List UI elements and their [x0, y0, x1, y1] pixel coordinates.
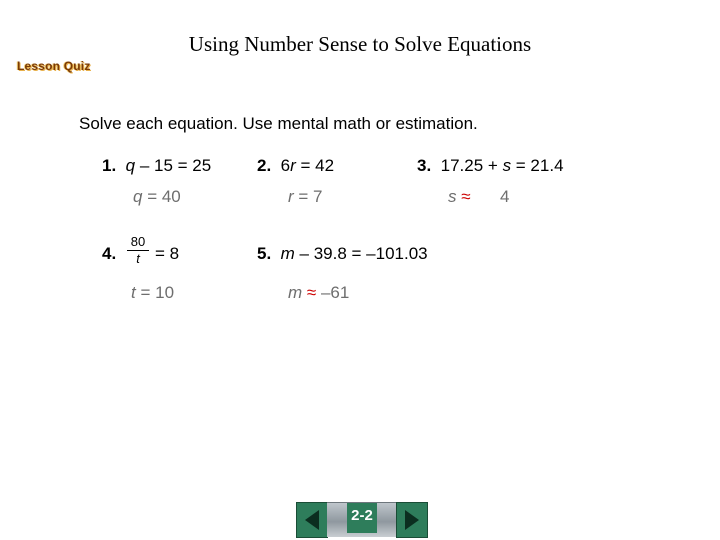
answer-3	[448, 187, 471, 207]
answer-3-value: 4	[500, 187, 510, 206]
equation-text: – 39.8 = –101.03	[294, 244, 428, 263]
variable: t	[131, 283, 136, 302]
problem-3	[417, 156, 564, 176]
problem-4-number	[102, 244, 116, 264]
previous-button[interactable]	[296, 502, 328, 538]
problem-number: 3.	[417, 156, 432, 175]
page-title: Using Number Sense to Solve Equations	[188, 32, 532, 56]
triangle-right-icon	[403, 508, 421, 532]
fraction	[127, 234, 149, 266]
variable: m	[280, 244, 295, 263]
coefficient: 6	[280, 156, 291, 175]
answer-text: = 40	[142, 187, 181, 206]
variable: s	[448, 187, 457, 206]
triangle-left-icon	[303, 508, 321, 532]
variable: r	[290, 156, 296, 175]
answer-1	[133, 187, 181, 207]
answer-text: = 7	[293, 187, 323, 206]
equation-text: = 21.4	[511, 156, 564, 175]
approx-symbol: ≈	[302, 283, 317, 302]
problem-5	[257, 244, 428, 264]
variable: r	[288, 187, 294, 206]
problem-2	[257, 156, 334, 176]
next-button[interactable]	[396, 502, 428, 538]
variable: q	[125, 156, 136, 175]
problem-number: 1.	[102, 156, 117, 175]
equation-text: = 8	[155, 244, 180, 263]
variable: m	[288, 283, 303, 302]
lesson-label-plate	[327, 502, 397, 537]
answer-5	[288, 283, 349, 303]
instructions: Solve each equation. Use mental math or estimation.	[79, 114, 478, 133]
equation-text: – 15 = 25	[135, 156, 212, 175]
answer-text: –61	[316, 283, 350, 302]
lesson-label: 2-2	[347, 503, 377, 533]
answer-text: = 10	[135, 283, 175, 302]
fraction-denominator: t	[136, 251, 140, 266]
slide-navigation	[296, 502, 428, 538]
approx-symbol: ≈	[456, 187, 471, 206]
answer-2	[288, 187, 323, 207]
problem-number: 4.	[102, 244, 117, 263]
variable: s	[502, 156, 512, 175]
problem-number: 5.	[257, 244, 272, 263]
lesson-quiz-badge: Lesson Quiz	[17, 59, 91, 73]
problem-1	[102, 156, 211, 176]
equation-lead: 17.25 +	[440, 156, 503, 175]
fraction-numerator: 80	[130, 234, 146, 249]
answer-4	[131, 283, 174, 303]
variable: q	[133, 187, 143, 206]
problem-number: 2.	[257, 156, 272, 175]
equation-text: = 42	[295, 156, 335, 175]
